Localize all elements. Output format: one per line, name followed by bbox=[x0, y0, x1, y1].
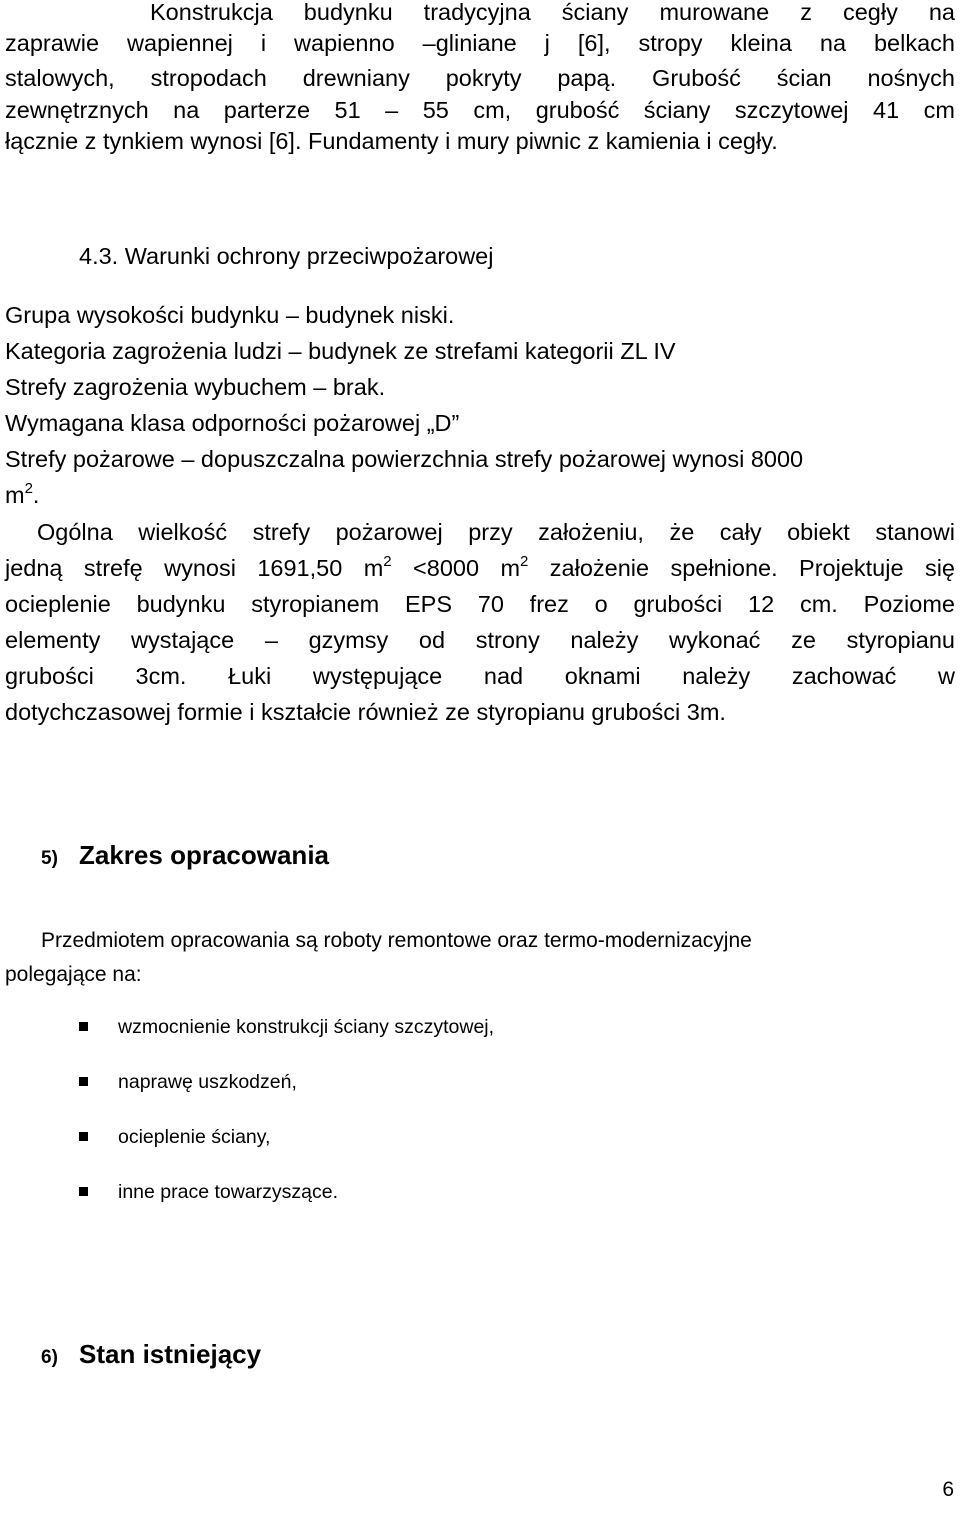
insulation-line-2: elementy wystające – gzymsy od strony należy wykonać ze styropianu bbox=[5, 627, 955, 653]
zone-size-line-2 bbox=[5, 550, 955, 586]
insulation-line-3: grubości 3cm. Łuki występujące nad oknami należy zachować w bbox=[5, 663, 955, 689]
insulation-line-4: dotychczasowej formie i kształcie również ze styropianu grubości 3m. bbox=[5, 699, 726, 725]
list-item-text: ocieplenie ściany, bbox=[118, 1126, 271, 1148]
list-item-text: naprawę uszkodzeń, bbox=[118, 1071, 297, 1093]
zone-limit-text: <8000 m bbox=[391, 555, 521, 581]
section-5-heading bbox=[41, 840, 329, 871]
intro-line-4: zewnętrznych na parterze 51 – 55 cm, grubość ściany szczytowej 41 cm bbox=[5, 97, 955, 123]
section-title: Zakres opracowania bbox=[79, 840, 329, 870]
explosion-zone-line: Strefy zagrożenia wybuchem – brak. bbox=[5, 374, 386, 400]
section-number: 5) bbox=[41, 848, 58, 869]
list-item-text: wzmocnienie konstrukcji ściany szczytowej, bbox=[118, 1016, 495, 1038]
section-number: 6) bbox=[41, 1347, 58, 1368]
intro-line-2: zaprawie wapiennej i wapienno –gliniane j [6], stropy kleina na belkach bbox=[5, 30, 955, 56]
zone-area-superscript: 2 bbox=[383, 553, 392, 570]
bullet-icon bbox=[79, 1132, 88, 1141]
zone-size-line-1: Ogólna wielkość strefy pożarowej przy założeniu, że cały obiekt stanowi bbox=[37, 519, 955, 545]
unit-period: . bbox=[32, 482, 40, 508]
height-group-line: Grupa wysokości budynku – budynek niski. bbox=[5, 302, 455, 328]
intro-line-5: łącznie z tynkiem wynosi [6]. Fundamenty i mury piwnic z kamienia i cegły. bbox=[5, 128, 778, 154]
bullet-icon bbox=[79, 1022, 88, 1031]
fire-protection-heading: 4.3. Warunki ochrony przeciwpożarowej bbox=[79, 243, 494, 269]
scope-intro-line-2: polegające na: bbox=[5, 963, 142, 986]
fire-resistance-line: Wymagana klasa odporności pożarowej „D” bbox=[5, 410, 460, 436]
fire-zones-line: Strefy pożarowe – dopuszczalna powierzchnia strefy pożarowej wynosi 8000 bbox=[5, 446, 804, 472]
zone-limit-superscript: 2 bbox=[520, 553, 529, 570]
unit-superscript: 2 bbox=[24, 480, 33, 497]
intro-line-1: Konstrukcja budynku tradycyjna ściany murowane z cegły na bbox=[150, 0, 955, 25]
zone-area-text: jedną strefę wynosi 1691,50 m bbox=[5, 555, 384, 581]
bullet-icon bbox=[79, 1077, 88, 1086]
fire-zones-unit-line bbox=[5, 477, 955, 513]
bullet-icon bbox=[79, 1187, 88, 1196]
scope-intro-line-1: Przedmiotem opracowania są roboty remontowe oraz termo-modernizacyjne bbox=[41, 929, 752, 952]
list-item-text: inne prace towarzyszące. bbox=[118, 1181, 339, 1203]
page-number: 6 bbox=[942, 1478, 954, 1501]
intro-line-3: stalowych, stropodach drewniany pokryty papą. Grubość ścian nośnych bbox=[5, 65, 955, 91]
section-title: Stan istniejący bbox=[79, 1339, 262, 1369]
unit-text: m bbox=[5, 482, 25, 508]
section-6-heading bbox=[41, 1339, 261, 1370]
zone-conclusion-text: założenie spełnione. Projektuje się bbox=[528, 555, 955, 581]
risk-category-line: Kategoria zagrożenia ludzi – budynek ze strefami kategorii ZL IV bbox=[5, 338, 676, 364]
insulation-line-1: ocieplenie budynku styropianem EPS 70 frez o grubości 12 cm. Poziome bbox=[5, 591, 955, 617]
